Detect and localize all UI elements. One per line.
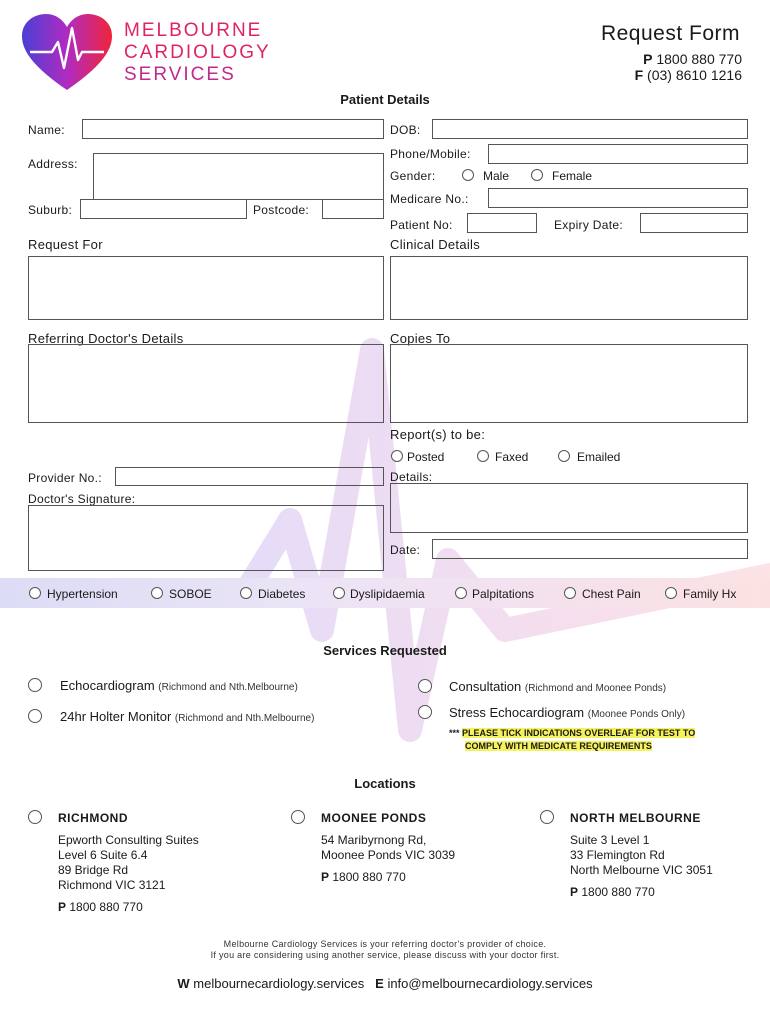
brand-line-2: CARDIOLOGY [124,42,271,63]
reports-label: Report(s) to be: [390,427,486,442]
dob-label: DOB: [390,123,421,137]
north-melbourne-address-line: North Melbourne VIC 3051 [570,863,713,877]
phone-field[interactable] [488,144,748,164]
notice-line-2: COMPLY WITH MEDICATE REQUIREMENTS [465,741,652,751]
dob-field[interactable] [432,119,748,139]
north-melbourne-phone-prefix: P [570,885,579,899]
holter-option [60,709,314,724]
patient-no-label: Patient No: [390,218,453,232]
provider-no-label: Provider No.: [28,471,102,485]
indication-soboe-label: SOBOE [169,587,212,601]
postcode-label: Postcode: [253,203,310,217]
website-link[interactable]: melbournecardiology.services [193,976,365,991]
suburb-field[interactable] [80,199,247,219]
holter-note: (Richmond and Nth.Melbourne) [174,713,315,724]
indication-hypertension-label: Hypertension [47,587,118,601]
holter-label: 24hr Holter Monitor [60,709,172,724]
clinical-details-field[interactable] [390,256,748,320]
gender-female-label: Female [552,169,593,183]
report-details-field[interactable] [390,483,748,533]
indication-palpitations-label: Palpitations [472,587,535,601]
expiry-field[interactable] [640,213,748,233]
locations-heading: Locations [354,776,416,791]
name-field[interactable] [82,119,384,139]
moonee-ponds-address-line: 54 Maribyrnong Rd, [321,833,427,847]
report-faxed-radio[interactable] [477,450,489,462]
consultation-label: Consultation [449,679,522,694]
echo-label: Echocardiogram [60,678,155,693]
echo-option [60,678,298,693]
header-phone [643,51,742,67]
gender-label: Gender: [390,169,436,183]
echo-radio[interactable] [28,678,42,692]
richmond-phone-prefix: P [58,900,67,914]
medicare-field[interactable] [488,188,748,208]
phone-prefix: P [643,51,653,67]
provider-no-field[interactable] [115,467,384,486]
north-melbourne-address [570,833,713,900]
indication-family-hx-radio[interactable] [665,587,677,599]
consultation-note: (Richmond and Moonee Ponds) [524,683,667,694]
report-date-field[interactable] [432,539,748,559]
richmond-address-line: Epworth Consulting Suites [58,833,199,847]
north-melbourne-phone: 1800 880 770 [581,885,655,899]
copies-to-label: Copies To [390,331,451,346]
request-for-field[interactable] [28,256,384,320]
patient-no-field[interactable] [467,213,537,233]
indication-chest-pain-label: Chest Pain [582,587,641,601]
medicare-label: Medicare No.: [390,192,469,206]
notice-stars: *** [449,728,460,738]
north-melbourne-address-line: 33 Flemington Rd [570,848,665,862]
footer-line-2: If you are considering using another service, please discuss with your doctor first. [210,950,560,960]
moonee-ponds-address-line: Moonee Ponds VIC 3039 [321,848,456,862]
copies-to-field[interactable] [390,344,748,423]
gender-male-label: Male [483,169,510,183]
indication-palpitations-radio[interactable] [455,587,467,599]
referring-doctor-field[interactable] [28,344,384,423]
postcode-field[interactable] [322,199,384,219]
brand-line-3: SERVICES [124,64,236,85]
email-link[interactable]: info@melbournecardiology.services [387,976,593,991]
moonee-ponds-phone-prefix: P [321,870,330,884]
indication-diabetes-radio[interactable] [240,587,252,599]
report-emailed-radio[interactable] [558,450,570,462]
north-melbourne-name: NORTH MELBOURNE [570,811,701,825]
services-heading: Services Requested [323,643,447,658]
stress-echo-note: (Moonee Ponds Only) [587,709,686,720]
moonee-ponds-name: MOONEE PONDS [321,811,427,825]
email-prefix: E [375,976,384,991]
patient-details-heading: Patient Details [340,92,430,107]
echo-note: (Richmond and Nth.Melbourne) [158,682,298,693]
indication-soboe-radio[interactable] [151,587,163,599]
gender-female-radio[interactable] [531,169,543,181]
richmond-address-line: Richmond VIC 3121 [58,878,166,892]
north-melbourne-address-line: Suite 3 Level 1 [570,833,650,847]
heart-logo-icon [22,14,112,94]
suburb-label: Suburb: [28,203,73,217]
north-melbourne-radio[interactable] [540,810,554,824]
richmond-address [58,833,199,915]
signature-label: Doctor's Signature: [28,492,136,506]
indication-diabetes-label: Diabetes [258,587,306,601]
moonee-ponds-address [321,833,455,885]
footer-line-1: Melbourne Cardiology Services is your referring doctor's provider of choice. [223,939,547,949]
name-label: Name: [28,123,65,137]
stress-echo-option [449,705,685,720]
stress-echo-label: Stress Echocardiogram [449,705,585,720]
report-posted-radio[interactable] [391,450,403,462]
header-fax [635,67,742,83]
indication-dyslipidaemia-label: Dyslipidaemia [350,587,425,601]
richmond-address-line: Level 6 Suite 6.4 [58,848,148,862]
medicare-notice [449,727,695,753]
richmond-name: RICHMOND [58,811,128,825]
richmond-phone: 1800 880 770 [69,900,143,914]
indication-family-hx-label: Family Hx [683,587,737,601]
moonee-ponds-radio[interactable] [291,810,305,824]
richmond-address-line: 89 Bridge Rd [58,863,129,877]
report-details-label: Details: [390,470,433,484]
expiry-label: Expiry Date: [554,218,623,232]
request-for-label: Request For [28,237,103,252]
notice-line-1: PLEASE TICK INDICATIONS OVERLEAF FOR TEST TO [462,728,696,738]
brand-name [124,20,271,86]
report-emailed-label: Emailed [577,450,621,464]
fax-number: (03) 8610 1216 [647,67,742,83]
report-faxed-label: Faxed [495,450,529,464]
fax-prefix: F [634,67,644,83]
report-posted-label: Posted [407,450,445,464]
consultation-option [449,679,666,694]
clinical-details-label: Clinical Details [390,237,481,252]
form-title: Request Form [600,22,740,45]
signature-field[interactable] [28,505,384,571]
phone-number: 1800 880 770 [656,51,742,67]
moonee-ponds-phone: 1800 880 770 [332,870,406,884]
referring-doctor-label: Referring Doctor's Details [28,331,184,346]
richmond-radio[interactable] [28,810,42,824]
gender-male-radio[interactable] [462,169,474,181]
footer-contact [0,976,770,991]
indication-chest-pain-radio[interactable] [564,587,576,599]
holter-radio[interactable] [28,709,42,723]
phone-label: Phone/Mobile: [390,147,471,161]
brand-line-1: MELBOURNE [124,20,263,41]
indication-hypertension-radio[interactable] [29,587,41,599]
web-prefix: W [177,976,190,991]
report-date-label: Date: [390,543,421,557]
address-field[interactable] [93,153,384,200]
consultation-radio[interactable] [418,679,432,693]
stress-echo-radio[interactable] [418,705,432,719]
indication-dyslipidaemia-radio[interactable] [333,587,345,599]
address-label: Address: [28,157,78,171]
